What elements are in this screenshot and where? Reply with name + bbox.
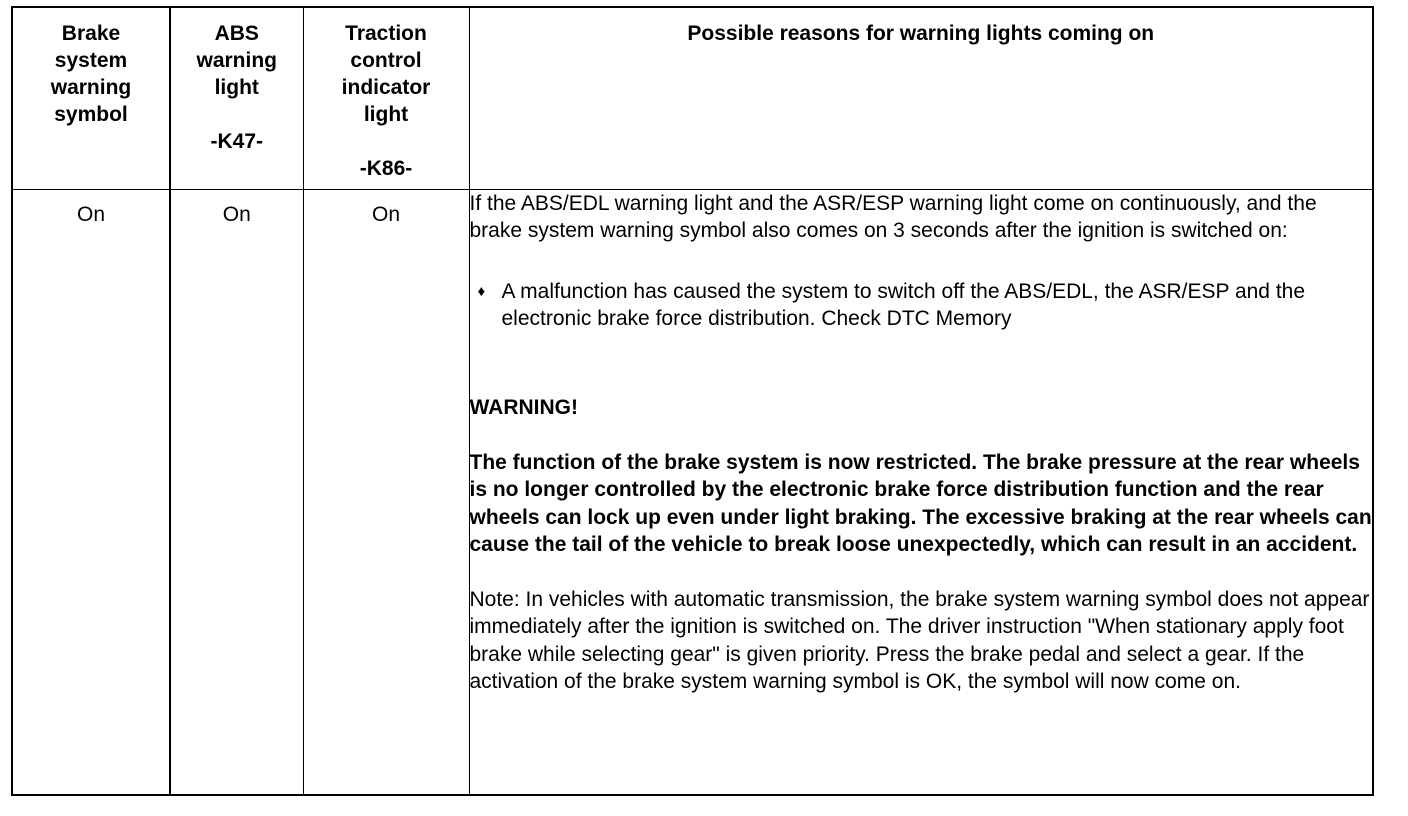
traction-component-code: -K86- [359, 157, 413, 180]
bullet-item [478, 278, 1373, 333]
abs-component-code: -K47- [210, 130, 263, 153]
reason-cell [469, 189, 1373, 795]
warning-title: WARNING! [469, 395, 578, 419]
traction-light-state: On [303, 189, 469, 795]
header-possible-reasons: Possible reasons for warning lights coming on [469, 7, 1373, 189]
header-abs-warning-light: ABS warning light -K47- [170, 7, 303, 189]
warning-text: The function of the brake system is now restricted. The brake pressure at the rear wheels is no longer controlled by the electronic brake force distribution function and the rear wheels can lock up even under light braking. The excessive braking at the rear wheels can cause the tail of the vehicle to break loose unexpectedly, which can result in an accident. [469, 450, 1372, 556]
reason-intro: If the ABS/EDL warning light and the ASR/ESP warning light come on continuously, and the brake system warning symbol also comes on 3 seconds after the ignition is switched on: [469, 191, 1317, 242]
header-brake-system-warning-symbol: Brake system warning symbol [12, 7, 170, 189]
abs-light-state: On [170, 189, 303, 795]
bullet-text: A malfunction has caused the system to switch off the ABS/EDL, the ASR/ESP and the electronic brake force distribution. Check DTC Memory [501, 280, 1306, 331]
diamond-bullet-icon: ♦ [477, 283, 486, 301]
warning-lights-table [11, 6, 1374, 796]
brake-symbol-state: On [12, 189, 170, 795]
table-header-row [12, 7, 1373, 189]
table-row [12, 189, 1373, 795]
header-traction-control-indicator-light: Traction control indicator light -K86- [303, 7, 469, 189]
note-text: Note: In vehicles with automatic transmission, the brake system warning symbol does not appear immediately after the ignition is switched on. The driver instruction "When stationary apply foot brake while selecting gear" is given priority. Press the brake pedal and select a gear. If the activation of the brake system warning symbol is OK, the symbol will now come on. [469, 588, 1370, 694]
